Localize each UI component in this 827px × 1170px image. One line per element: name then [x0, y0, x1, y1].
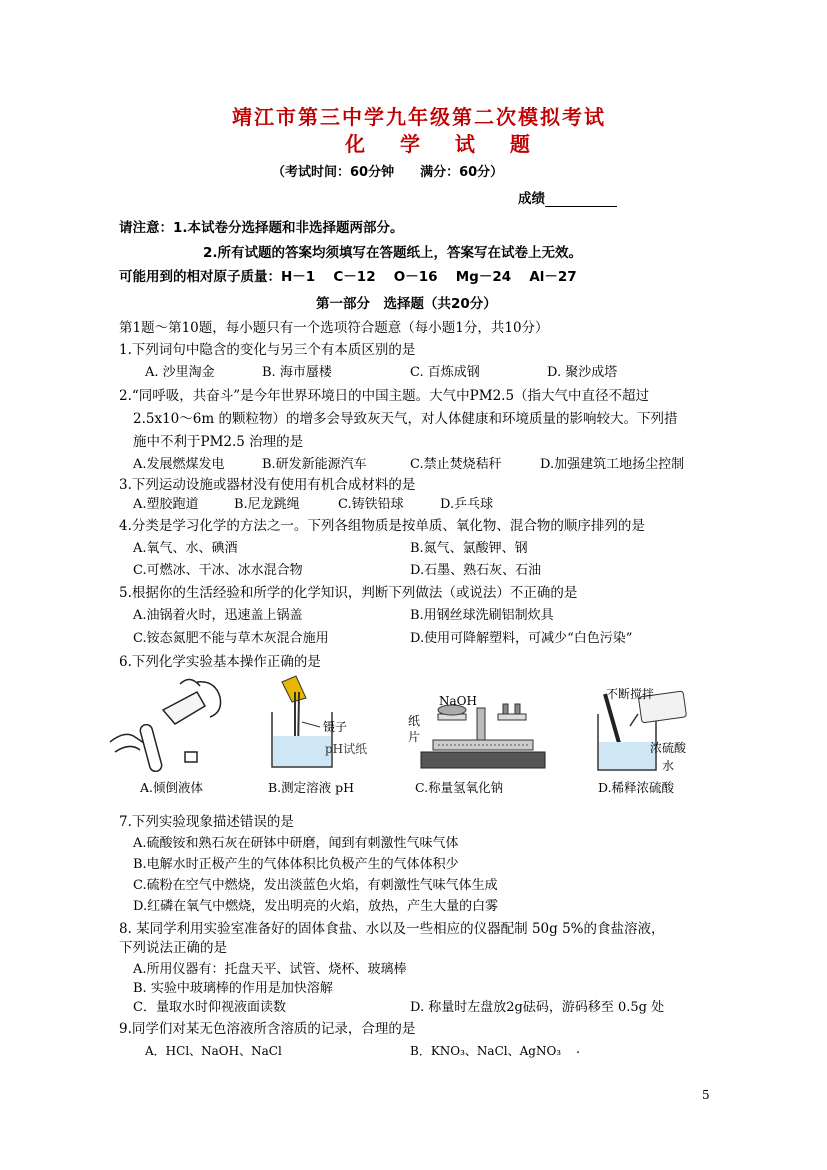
part1-heading: 第一部分 选择题（共20分）: [316, 296, 497, 312]
q3-stem: 3.下列运动设施或器材没有使用有机合成材料的是: [119, 477, 416, 493]
q4-stem: 4.分类是学习化学的方法之一。下列各组物质是按单质、氧化物、混合物的顺序排列的是: [119, 518, 645, 534]
q1-option-d: D. 聚沙成塔: [547, 365, 618, 380]
paper-label-2: 片: [408, 730, 421, 744]
paper-label-1: 纸: [408, 714, 421, 728]
acid-label: 浓硫酸: [650, 741, 687, 755]
atomic-mass-line: 可能用到的相对原子质量：H－1 C－12 O－16 Mg－24 Al－27: [119, 269, 577, 285]
q2-line-1: 2.“同呼吸，共奋斗”是今年世界环境日的中国主题。大气中PM2.5（指大气中直径不超过: [119, 388, 650, 404]
q2-line-2: 2.5x10～6m 的颗粒物）的增多会导致灰天气，对人体健康和环境质量的影响较大。下列措: [133, 411, 678, 427]
q8-line-1: 8. 某同学利用实验室准备好的固体食盐、水以及一些相应的仪器配制 50g 5%的食盐溶液，: [119, 921, 665, 937]
q9-stem: 9.同学们对某无色溶液所含溶质的记录，合理的是: [119, 1021, 416, 1037]
score-field: [518, 187, 617, 207]
water-label: 水: [662, 759, 675, 773]
figure-ph-test: [262, 672, 377, 772]
q1-stem: 1.下列词句中隐含的变化与另三个有本质区别的是: [119, 342, 416, 358]
q7-option-c: C.硫粉在空气中燃烧，发出淡蓝色火焰，有刺激性气味气体生成: [133, 878, 498, 893]
q7-stem: 7.下列实验现象描述错误的是: [119, 814, 294, 830]
q3-option-a: A.塑胶跑道: [133, 497, 199, 512]
q9-option-a: A．HCl、NaOH、NaCl: [145, 1044, 282, 1058]
q2-option-c: C.禁止焚烧秸秆: [410, 457, 502, 472]
q6-stem: 6.下列化学实验基本操作正确的是: [119, 654, 321, 670]
q4-option-c: C.可燃冰、干冰、冰水混合物: [133, 563, 303, 578]
q1-option-b: B. 海市蜃楼: [262, 365, 332, 380]
q8-option-c: C．量取水时仰视液面读数: [133, 1000, 286, 1015]
q2-option-a: A.发展燃煤发电: [133, 457, 225, 472]
q7-option-d: D.红磷在氧气中燃烧，发出明亮的火焰，放热，产生大量的白雾: [133, 899, 499, 914]
score-blank: [545, 192, 617, 207]
q8-option-b: B. 实验中玻璃棒的作用是加快溶解: [133, 981, 333, 996]
exam-info: （考试时间：60分钟 满分：60分）: [272, 165, 504, 180]
q5-stem: 5.根据你的生活经验和所学的化学知识，判断下列做法（或说法）不正确的是: [119, 585, 578, 601]
q1-option-a: A. 沙里淘金: [145, 365, 215, 380]
q2-option-d: D.加强建筑工地扬尘控制: [540, 457, 685, 472]
q7-option-a: A.硫酸铵和熟石灰在研钵中研磨，闻到有刺激性气味气体: [133, 836, 459, 851]
q8-option-a: A.所用仪器有：托盘天平、试管、烧杯、玻璃棒: [133, 962, 407, 977]
q4-option-a: A.氧气、水、碘酒: [133, 541, 238, 556]
notice-line-1: 请注意：1.本试卷分选择题和非选择题两部分。: [119, 220, 404, 236]
q3-option-d: D.乒乓球: [440, 497, 494, 512]
q8-line-2: 下列说法正确的是: [119, 940, 227, 956]
q3-option-c: C.铸铁铅球: [338, 497, 404, 512]
q2-line-3: 施中不利于PM2.5 治理的是: [133, 434, 304, 450]
score-label: 成绩: [518, 191, 545, 207]
tweezers-label: 镊子: [323, 720, 348, 734]
exam-subtitle: 化 学 试 题: [345, 132, 544, 156]
q1-option-c: C. 百炼成钢: [410, 365, 480, 380]
part1-intro: 第1题～第10题，每小题只有一个选项符合题意（每小题1分，共10分）: [119, 320, 549, 336]
exam-title: 靖江市第三中学九年级第二次模拟考试: [232, 105, 606, 129]
figure-balance: [403, 690, 553, 772]
q4-option-b: B.氮气、氯酸钾、钢: [410, 541, 528, 556]
q8-option-d: D. 称量时左盘放2g砝码，游码移至 0.5g 处: [410, 1000, 665, 1015]
notice-line-2: 2.所有试题的答案均须填写在答题纸上，答案写在试卷上无效。: [203, 245, 583, 261]
q9-option-b: B．KNO₃、NaCl、AgNO₃: [410, 1044, 562, 1058]
q6-option-b: B.测定溶液 pH: [268, 780, 355, 795]
naoh-label: NaOH: [439, 694, 477, 708]
stir-label: 不断搅拌: [606, 687, 655, 701]
q3-option-b: B.尼龙跳绳: [234, 497, 300, 512]
q7-option-b: B.电解水时正极产生的气体体积比负极产生的气体体积少: [133, 857, 459, 872]
q2-option-b: B.研发新能源汽车: [262, 457, 367, 472]
q5-option-d: D.使用可降解塑料，可减少“白色污染”: [410, 631, 633, 646]
q5-option-c: C.铵态氮肥不能与草木灰混合施用: [133, 631, 329, 646]
q5-option-b: B.用钢丝球洗刷铝制炊具: [410, 608, 554, 623]
figure-pouring-liquid: [105, 672, 230, 772]
q9-trailing-dot: .: [576, 1042, 581, 1057]
q6-option-d: D.稀释浓硫酸: [598, 780, 675, 795]
q4-option-d: D.石墨、熟石灰、石油: [410, 563, 542, 578]
q6-option-c: C.称量氢氧化钠: [415, 780, 504, 795]
ph-paper-label: pH试纸: [325, 742, 368, 756]
q6-option-a: A.倾倒液体: [140, 780, 204, 795]
page-number: 5: [702, 1088, 710, 1102]
q5-option-a: A.油锅着火时，迅速盖上锅盖: [133, 608, 303, 623]
